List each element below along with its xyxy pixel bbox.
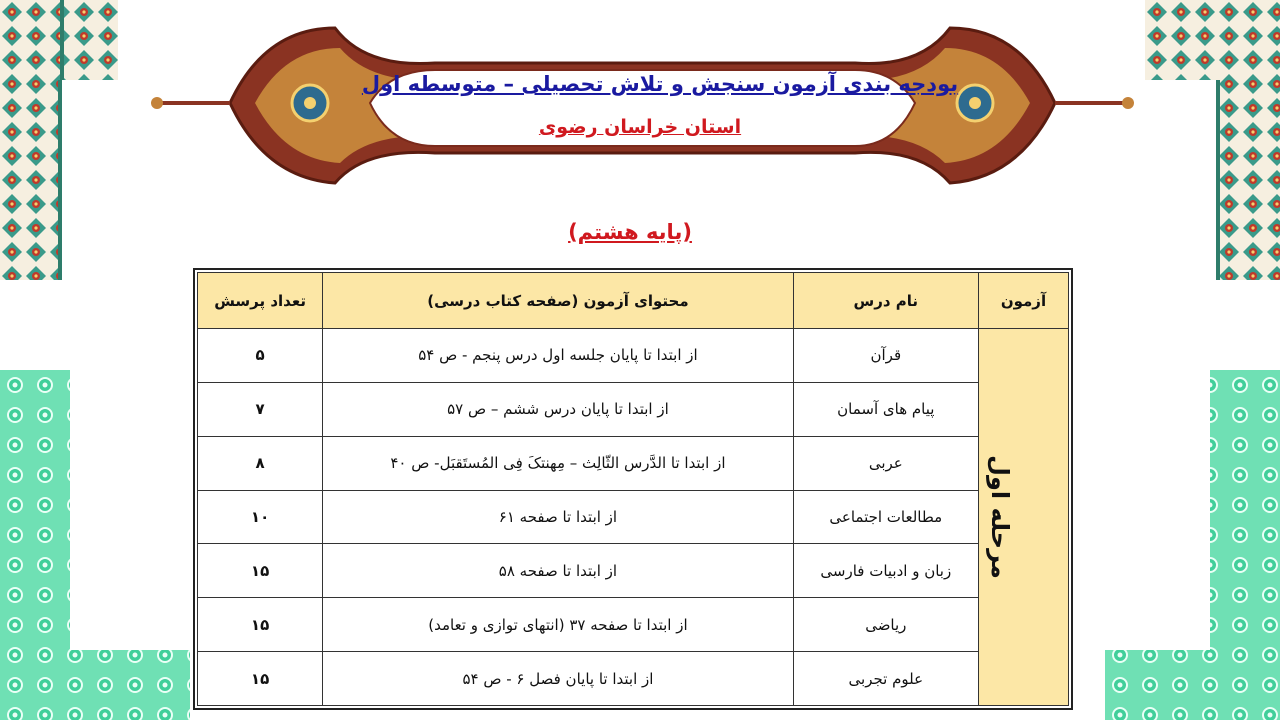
count-cell: ۸ bbox=[198, 436, 323, 490]
subject-cell: علوم تجربی bbox=[793, 652, 978, 706]
floral-corner-ornament-top-right bbox=[1145, 0, 1280, 300]
count-cell: ۵ bbox=[198, 329, 323, 383]
content-cell: از ابتدا تا صفحه ۶۱ bbox=[323, 490, 794, 544]
page-subtitle: استان خراسان رضوی bbox=[538, 116, 742, 138]
subject-cell: مطالعات اجتماعی bbox=[793, 490, 978, 544]
count-cell: ۱۵ bbox=[198, 598, 323, 652]
table-header-row bbox=[198, 273, 1069, 329]
count-cell: ۱۵ bbox=[198, 652, 323, 706]
table-row bbox=[198, 436, 1069, 490]
table-row bbox=[198, 652, 1069, 706]
subject-cell: ریاضی bbox=[793, 598, 978, 652]
content-cell: از ابتدا تا پایان فصل ۶ - ص ۵۴ bbox=[323, 652, 794, 706]
stage-label: مرحله اول bbox=[986, 455, 1015, 579]
column-header-content: محتوای آزمون (صفحه کتاب درسی) bbox=[323, 273, 794, 329]
count-cell: ۱۰ bbox=[198, 490, 323, 544]
grade-label: (پایه هشتم) bbox=[568, 220, 692, 244]
stage-cell bbox=[978, 329, 1068, 706]
subject-cell: زبان و ادبیات فارسی bbox=[793, 544, 978, 598]
column-header-subject: نام درس bbox=[793, 273, 978, 329]
content-cell: از ابتدا تا پایان جلسه اول درس پنجم - ص ۵۴ bbox=[323, 329, 794, 383]
content-cell: از ابتدا تا صفحه ۳۷ (انتهای توازی و تعامد) bbox=[323, 598, 794, 652]
subject-cell: عربی bbox=[793, 436, 978, 490]
budget-table-frame bbox=[193, 268, 1073, 710]
content-cell: از ابتدا تا پایان درس ششم – ص ۵۷ bbox=[323, 382, 794, 436]
table-row bbox=[198, 490, 1069, 544]
count-cell: ۱۵ bbox=[198, 544, 323, 598]
table-row bbox=[198, 382, 1069, 436]
floral-banner-ornament bbox=[135, 8, 1150, 208]
content-cell: از ابتدا تا الدَّرس الثّالِث – مِهنتکَ فِی المُستَقبَل- ص ۴۰ bbox=[323, 436, 794, 490]
content-cell: از ابتدا تا صفحه ۵۸ bbox=[323, 544, 794, 598]
table-row bbox=[198, 544, 1069, 598]
floral-corner-ornament-bottom-left bbox=[0, 370, 190, 720]
count-cell: ۷ bbox=[198, 382, 323, 436]
floral-corner-ornament-bottom-right bbox=[1105, 370, 1280, 720]
page-title: بودجه بندی آزمون سنجش و تلاش تحصیلی – متوسطه اول bbox=[361, 72, 959, 96]
column-header-exam: آزمون bbox=[978, 273, 1068, 329]
budget-table bbox=[197, 272, 1069, 706]
column-header-count: تعداد پرسش bbox=[198, 273, 323, 329]
floral-corner-ornament-top-left bbox=[0, 0, 118, 300]
table-row bbox=[198, 598, 1069, 652]
subject-cell: پیام های آسمان bbox=[793, 382, 978, 436]
subject-cell: قرآن bbox=[793, 329, 978, 383]
table-row bbox=[198, 329, 1069, 383]
